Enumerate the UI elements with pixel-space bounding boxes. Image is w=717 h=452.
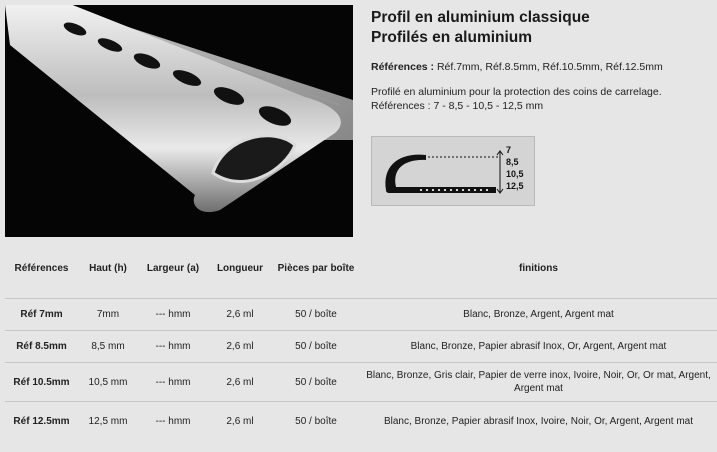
header-haut: Haut (h) [89, 263, 127, 274]
cell-finitions: Blanc, Bronze, Argent, Argent mat [360, 299, 717, 331]
header-largeur: Largeur (a) [146, 263, 200, 274]
cell-longueur: 2,6 ml [208, 402, 272, 441]
dim-label-8-5: 8,5 [506, 157, 519, 167]
cell-haut: 7mm [78, 299, 138, 331]
product-title: Profil en aluminium classique [371, 9, 590, 26]
header-pieces: Pièces par boîte [277, 263, 355, 274]
table-row [5, 299, 717, 331]
cell-largeur: --- hmm [138, 299, 208, 331]
cell-finitions: Blanc, Bronze, Gris clair, Papier de verre inox, Ivoire, Noir, Or, Or mat, Argent, Argent mat [360, 363, 717, 402]
profile-cross-section-diagram [371, 136, 535, 206]
aluminium-profile-illustration [5, 5, 353, 237]
table-header-row [5, 256, 717, 299]
dim-label-12-5: 12,5 [506, 181, 524, 191]
product-description [371, 85, 711, 113]
cell-ref: Réf 10.5mm [5, 363, 78, 402]
cell-finitions: Blanc, Bronze, Papier abrasif Inox, Ivoire, Noir, Or, Argent, Argent mat [360, 402, 717, 441]
table-row [5, 363, 717, 402]
dim-label-7: 7 [506, 145, 512, 155]
cell-pieces: 50 / boîte [272, 363, 360, 402]
table-row [5, 402, 717, 441]
header-references: Références [14, 263, 69, 274]
cell-largeur: --- hmm [138, 363, 208, 402]
cell-haut: 8,5 mm [78, 331, 138, 363]
cell-pieces: 50 / boîte [272, 331, 360, 363]
cell-pieces: 50 / boîte [272, 299, 360, 331]
cell-longueur: 2,6 ml [208, 331, 272, 363]
description-line-1: Profilé en aluminium pour la protection des coins de carrelage. [371, 86, 662, 98]
dim-label-10-5: 10,5 [506, 169, 524, 179]
references-label: Références : [371, 61, 435, 73]
references-values: Réf.7mm, Réf.8.5mm, Réf.10.5mm, Réf.12.5mm [434, 61, 663, 73]
cell-longueur: 2,6 ml [208, 363, 272, 402]
product-subtitle: Profilés en aluminium [371, 29, 533, 46]
cell-haut: 12,5 mm [78, 402, 138, 441]
specifications-table [5, 256, 717, 440]
references-line [371, 60, 711, 74]
product-photo [5, 5, 353, 237]
cell-largeur: --- hmm [138, 331, 208, 363]
cell-ref: Réf 8.5mm [5, 331, 78, 363]
cell-ref: Réf 12.5mm [5, 402, 78, 441]
table-row [5, 331, 717, 363]
cell-ref: Réf 7mm [5, 299, 78, 331]
cell-haut: 10,5 mm [78, 363, 138, 402]
cross-section-drawing [372, 137, 534, 205]
cell-pieces: 50 / boîte [272, 402, 360, 441]
header-finitions: finitions [519, 263, 558, 274]
product-info [371, 8, 711, 113]
description-line-2: Références : 7 - 8,5 - 10,5 - 12,5 mm [371, 100, 544, 112]
cell-finitions: Blanc, Bronze, Papier abrasif Inox, Or, Argent, Argent mat [360, 331, 717, 363]
cell-largeur: --- hmm [138, 402, 208, 441]
cell-longueur: 2,6 ml [208, 299, 272, 331]
header-longueur: Longueur [216, 263, 264, 274]
